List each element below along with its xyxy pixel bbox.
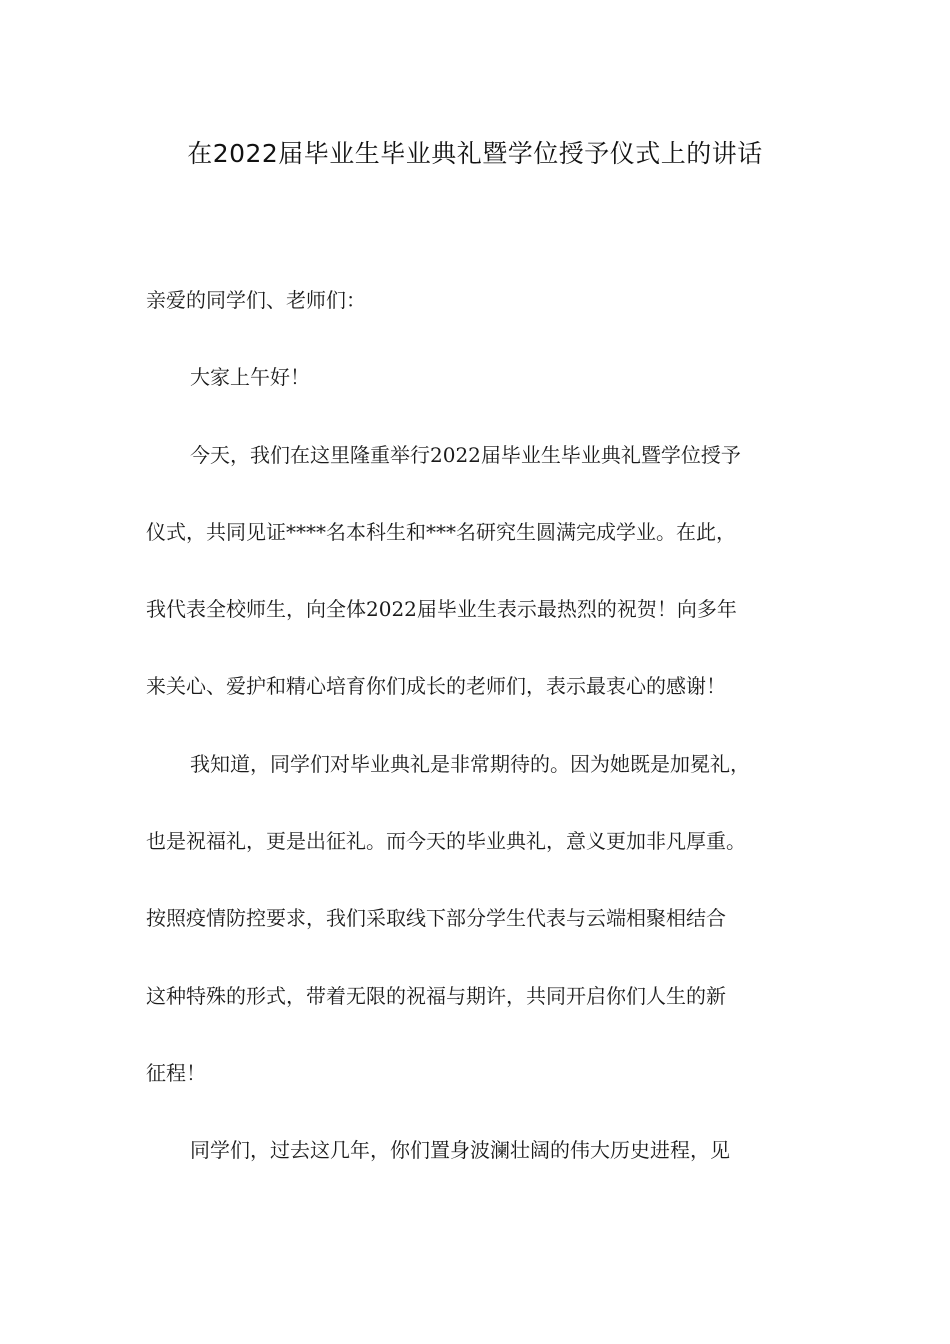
salutation-line: 亲爱的同学们、老师们：: [146, 288, 366, 312]
paragraph-line: 仪式，共同见证****名本科生和***名研究生圆满完成学业。在此，: [146, 519, 736, 544]
paragraph-line: 同学们，过去这几年，你们置身波澜壮阔的伟大历史进程，见: [190, 1138, 730, 1163]
document-title: 在2022届毕业生毕业典礼暨学位授予仪式上的讲话: [187, 139, 763, 168]
paragraph-2: [146, 752, 806, 1086]
paragraph-line: 我知道，同学们对毕业典礼是非常期待的。因为她既是加冕礼，: [190, 751, 750, 776]
paragraph-line: 也是祝福礼，更是出征礼。而今天的毕业典礼，意义更加非凡厚重。: [146, 829, 746, 854]
salutation-paragraph: [146, 288, 806, 313]
paragraph-line: 来关心、爱护和精心培育你们成长的老师们，表示最衷心的感谢！: [146, 674, 726, 699]
document-body: [146, 288, 806, 1216]
paragraph-line: 按照疫情防控要求，我们采取线下部分学生代表与云端相聚相结合: [146, 906, 726, 931]
greeting-paragraph: [146, 365, 806, 390]
greeting-line: 大家上午好！: [190, 365, 310, 390]
paragraph-line: 今天，我们在这里隆重举行2022届毕业生毕业典礼暨学位授予: [190, 442, 741, 467]
paragraph-line: 征程！: [146, 1060, 206, 1085]
paragraph-line: 我代表全校师生，向全体2022届毕业生表示最热烈的祝贺！向多年: [146, 597, 737, 622]
paragraph-line: 这种特殊的形式，带着无限的祝福与期许，共同开启你们人生的新: [146, 983, 726, 1008]
paragraph-1: [146, 443, 806, 700]
paragraph-3: [146, 1138, 806, 1163]
